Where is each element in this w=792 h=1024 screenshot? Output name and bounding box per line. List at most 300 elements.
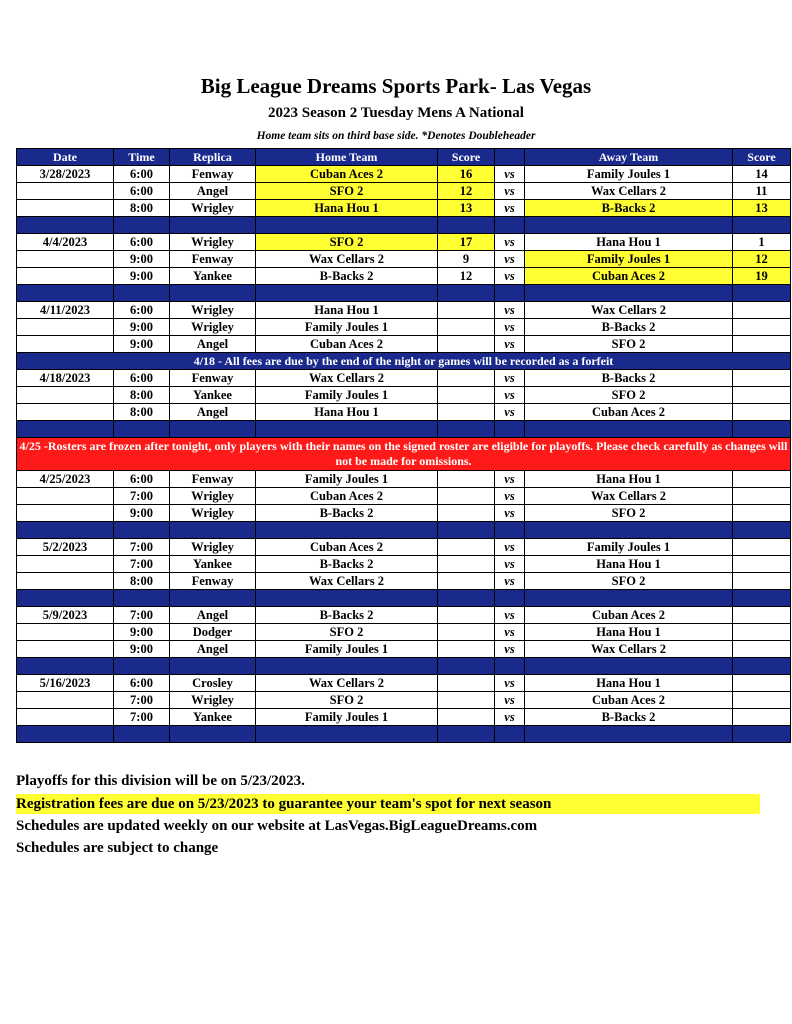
game-row	[17, 234, 791, 251]
vs-cell: vs	[495, 319, 525, 336]
away-team-cell: Wax Cellars 2	[525, 641, 733, 658]
replica-cell: Wrigley	[170, 234, 256, 251]
home-team-cell: Hana Hou 1	[256, 200, 438, 217]
separator-cell	[114, 590, 170, 607]
separator-cell	[256, 421, 438, 438]
separator-cell	[495, 522, 525, 539]
vs-cell: vs	[495, 404, 525, 421]
time-cell: 9:00	[114, 251, 170, 268]
vs-cell: vs	[495, 387, 525, 404]
separator-cell	[525, 522, 733, 539]
vs-cell: vs	[495, 539, 525, 556]
replica-cell: Fenway	[170, 166, 256, 183]
col-time-header: Time	[114, 149, 170, 166]
game-row	[17, 573, 791, 590]
separator-cell	[114, 217, 170, 234]
date-cell	[17, 556, 114, 573]
away-score-cell: 1	[733, 234, 791, 251]
registration-notice: Registration fees are due on 5/23/2023 to guarantee your team's spot for next season	[16, 794, 760, 814]
replica-cell: Fenway	[170, 370, 256, 387]
game-row	[17, 319, 791, 336]
home-score-cell	[438, 404, 495, 421]
time-cell: 9:00	[114, 336, 170, 353]
separator-cell	[114, 658, 170, 675]
home-team-cell: Family Joules 1	[256, 709, 438, 726]
time-cell: 8:00	[114, 404, 170, 421]
roster-freeze-notice-row	[17, 438, 791, 471]
date-cell: 5/2/2023	[17, 539, 114, 556]
vs-cell: vs	[495, 268, 525, 285]
date-cell: 3/28/2023	[17, 166, 114, 183]
separator-cell	[170, 421, 256, 438]
game-row	[17, 556, 791, 573]
home-team-cell: SFO 2	[256, 234, 438, 251]
home-score-cell	[438, 370, 495, 387]
home-score-cell	[438, 488, 495, 505]
separator-cell	[170, 726, 256, 743]
time-cell: 8:00	[114, 200, 170, 217]
separator-cell	[17, 726, 114, 743]
separator-cell	[733, 421, 791, 438]
home-team-cell: Family Joules 1	[256, 387, 438, 404]
schedule-note: Home team sits on third base side. *Denotes Doubleheader	[256, 130, 536, 142]
game-row	[17, 336, 791, 353]
separator-cell	[256, 726, 438, 743]
separator-cell	[733, 726, 791, 743]
separator-cell	[525, 590, 733, 607]
home-team-cell: SFO 2	[256, 692, 438, 709]
replica-cell: Yankee	[170, 387, 256, 404]
away-score-cell	[733, 607, 791, 624]
time-cell: 6:00	[114, 675, 170, 692]
home-team-cell: Family Joules 1	[256, 471, 438, 488]
vs-cell: vs	[495, 607, 525, 624]
home-team-cell: Cuban Aces 2	[256, 539, 438, 556]
separator-cell	[170, 285, 256, 302]
replica-cell: Dodger	[170, 624, 256, 641]
home-team-cell: B-Backs 2	[256, 268, 438, 285]
away-team-cell: Cuban Aces 2	[525, 607, 733, 624]
home-score-cell: 13	[438, 200, 495, 217]
separator-cell	[170, 658, 256, 675]
away-score-cell	[733, 336, 791, 353]
away-team-cell: Family Joules 1	[525, 251, 733, 268]
separator-cell	[114, 522, 170, 539]
vs-cell: vs	[495, 200, 525, 217]
date-cell	[17, 692, 114, 709]
separator-cell	[495, 590, 525, 607]
separator-cell	[495, 726, 525, 743]
vs-cell: vs	[495, 505, 525, 522]
separator-cell	[170, 217, 256, 234]
separator-cell	[525, 421, 733, 438]
separator-cell	[17, 658, 114, 675]
col-date-header: Date	[17, 149, 114, 166]
away-score-cell: 11	[733, 183, 791, 200]
away-team-cell: Family Joules 1	[525, 539, 733, 556]
separator-row	[17, 522, 791, 539]
separator-row	[17, 421, 791, 438]
game-row	[17, 624, 791, 641]
home-team-cell: Hana Hou 1	[256, 404, 438, 421]
subject-to-change-notice: Schedules are subject to change	[16, 840, 219, 856]
header-row	[17, 149, 791, 166]
home-team-cell: B-Backs 2	[256, 607, 438, 624]
page-title: Big League Dreams Sports Park- Las Vegas	[200, 74, 592, 98]
home-score-cell	[438, 624, 495, 641]
time-cell: 9:00	[114, 505, 170, 522]
replica-cell: Angel	[170, 607, 256, 624]
separator-cell	[733, 590, 791, 607]
date-cell	[17, 709, 114, 726]
away-score-cell: 19	[733, 268, 791, 285]
away-score-cell	[733, 302, 791, 319]
away-team-cell: B-Backs 2	[525, 200, 733, 217]
date-cell	[17, 624, 114, 641]
date-cell	[17, 336, 114, 353]
game-row	[17, 692, 791, 709]
playoffs-notice: Playoffs for this division will be on 5/23/2023.	[16, 773, 305, 789]
time-cell: 7:00	[114, 607, 170, 624]
game-row	[17, 302, 791, 319]
separator-row	[17, 658, 791, 675]
col-away-score-header: Score	[733, 149, 791, 166]
replica-cell: Yankee	[170, 709, 256, 726]
date-cell: 4/18/2023	[17, 370, 114, 387]
col-home-score-header: Score	[438, 149, 495, 166]
separator-cell	[170, 522, 256, 539]
home-team-cell: Wax Cellars 2	[256, 370, 438, 387]
replica-cell: Angel	[170, 404, 256, 421]
separator-cell	[114, 726, 170, 743]
replica-cell: Yankee	[170, 268, 256, 285]
replica-cell: Wrigley	[170, 488, 256, 505]
col-away-team-header: Away Team	[525, 149, 733, 166]
away-score-cell: 13	[733, 200, 791, 217]
time-cell: 6:00	[114, 471, 170, 488]
notice-text: 4/18 - All fees are due by the end of the night or games will be recorded as a forfeit	[17, 353, 791, 370]
home-score-cell	[438, 302, 495, 319]
game-row	[17, 251, 791, 268]
home-score-cell	[438, 692, 495, 709]
separator-cell	[495, 421, 525, 438]
separator-cell	[495, 285, 525, 302]
game-row	[17, 166, 791, 183]
separator-cell	[256, 658, 438, 675]
time-cell: 7:00	[114, 539, 170, 556]
home-score-cell	[438, 607, 495, 624]
time-cell: 6:00	[114, 183, 170, 200]
away-team-cell: Cuban Aces 2	[525, 404, 733, 421]
replica-cell: Angel	[170, 183, 256, 200]
separator-cell	[17, 421, 114, 438]
away-score-cell	[733, 556, 791, 573]
separator-row	[17, 217, 791, 234]
replica-cell: Crosley	[170, 675, 256, 692]
away-team-cell: B-Backs 2	[525, 319, 733, 336]
replica-cell: Fenway	[170, 471, 256, 488]
separator-row	[17, 285, 791, 302]
schedule-body	[17, 166, 791, 743]
separator-cell	[17, 285, 114, 302]
home-score-cell	[438, 471, 495, 488]
home-team-cell: B-Backs 2	[256, 556, 438, 573]
home-score-cell	[438, 675, 495, 692]
time-cell: 8:00	[114, 387, 170, 404]
home-score-cell: 12	[438, 183, 495, 200]
separator-cell	[495, 658, 525, 675]
separator-cell	[17, 217, 114, 234]
date-cell: 5/16/2023	[17, 675, 114, 692]
separator-cell	[525, 658, 733, 675]
away-score-cell: 12	[733, 251, 791, 268]
separator-cell	[114, 421, 170, 438]
replica-cell: Wrigley	[170, 302, 256, 319]
game-row	[17, 709, 791, 726]
website-notice: Schedules are updated weekly on our website at LasVegas.BigLeagueDreams.com	[16, 818, 538, 834]
game-row	[17, 404, 791, 421]
home-score-cell: 16	[438, 166, 495, 183]
vs-cell: vs	[495, 166, 525, 183]
home-team-cell: SFO 2	[256, 183, 438, 200]
away-score-cell	[733, 692, 791, 709]
home-score-cell	[438, 709, 495, 726]
time-cell: 7:00	[114, 709, 170, 726]
separator-cell	[525, 726, 733, 743]
vs-cell: vs	[495, 370, 525, 387]
time-cell: 6:00	[114, 302, 170, 319]
separator-cell	[438, 421, 495, 438]
separator-cell	[438, 217, 495, 234]
date-cell: 4/4/2023	[17, 234, 114, 251]
home-score-cell	[438, 573, 495, 590]
home-team-cell: Cuban Aces 2	[256, 166, 438, 183]
vs-cell: vs	[495, 251, 525, 268]
date-cell	[17, 183, 114, 200]
time-cell: 6:00	[114, 166, 170, 183]
date-cell	[17, 505, 114, 522]
separator-cell	[495, 217, 525, 234]
separator-cell	[438, 522, 495, 539]
home-team-cell: SFO 2	[256, 624, 438, 641]
time-cell: 9:00	[114, 319, 170, 336]
replica-cell: Wrigley	[170, 692, 256, 709]
away-team-cell: B-Backs 2	[525, 370, 733, 387]
separator-cell	[17, 522, 114, 539]
game-row	[17, 183, 791, 200]
separator-cell	[733, 522, 791, 539]
col-home-team-header: Home Team	[256, 149, 438, 166]
replica-cell: Fenway	[170, 251, 256, 268]
away-score-cell	[733, 387, 791, 404]
notice-text: 4/25 -Rosters are frozen after tonight, only players with their names on the signed roster are eligible for playoffs. Please check carefully as changes will not be made for omissions.	[17, 438, 791, 471]
away-score-cell	[733, 539, 791, 556]
away-team-cell: Wax Cellars 2	[525, 302, 733, 319]
game-row	[17, 641, 791, 658]
separator-cell	[438, 726, 495, 743]
home-team-cell: Cuban Aces 2	[256, 336, 438, 353]
away-score-cell	[733, 319, 791, 336]
away-score-cell	[733, 641, 791, 658]
away-team-cell: Hana Hou 1	[525, 556, 733, 573]
home-score-cell	[438, 336, 495, 353]
time-cell: 7:00	[114, 556, 170, 573]
separator-cell	[438, 590, 495, 607]
vs-cell: vs	[495, 641, 525, 658]
away-score-cell	[733, 404, 791, 421]
time-cell: 7:00	[114, 488, 170, 505]
away-score-cell	[733, 370, 791, 387]
away-team-cell: B-Backs 2	[525, 709, 733, 726]
separator-cell	[438, 285, 495, 302]
game-row	[17, 471, 791, 488]
home-team-cell: Family Joules 1	[256, 641, 438, 658]
time-cell: 6:00	[114, 234, 170, 251]
separator-cell	[438, 658, 495, 675]
home-team-cell: Hana Hou 1	[256, 302, 438, 319]
separator-cell	[114, 285, 170, 302]
separator-cell	[733, 285, 791, 302]
game-row	[17, 268, 791, 285]
home-score-cell: 17	[438, 234, 495, 251]
game-row	[17, 505, 791, 522]
separator-row	[17, 590, 791, 607]
away-score-cell	[733, 675, 791, 692]
away-team-cell: Hana Hou 1	[525, 624, 733, 641]
date-cell	[17, 319, 114, 336]
col-vs-header	[495, 149, 525, 166]
date-cell	[17, 387, 114, 404]
away-score-cell	[733, 471, 791, 488]
game-row	[17, 200, 791, 217]
away-score-cell	[733, 709, 791, 726]
game-row	[17, 488, 791, 505]
home-score-cell: 9	[438, 251, 495, 268]
home-score-cell: 12	[438, 268, 495, 285]
home-team-cell: Wax Cellars 2	[256, 251, 438, 268]
date-cell: 4/11/2023	[17, 302, 114, 319]
date-cell: 5/9/2023	[17, 607, 114, 624]
time-cell: 9:00	[114, 624, 170, 641]
away-team-cell: Wax Cellars 2	[525, 488, 733, 505]
replica-cell: Wrigley	[170, 539, 256, 556]
schedule-table	[16, 148, 791, 743]
separator-cell	[256, 522, 438, 539]
date-cell	[17, 641, 114, 658]
separator-cell	[256, 285, 438, 302]
vs-cell: vs	[495, 709, 525, 726]
home-score-cell	[438, 387, 495, 404]
date-cell	[17, 251, 114, 268]
separator-cell	[733, 658, 791, 675]
home-score-cell	[438, 556, 495, 573]
replica-cell: Yankee	[170, 556, 256, 573]
replica-cell: Angel	[170, 641, 256, 658]
separator-cell	[17, 590, 114, 607]
replica-cell: Wrigley	[170, 319, 256, 336]
home-team-cell: Wax Cellars 2	[256, 573, 438, 590]
game-row	[17, 607, 791, 624]
separator-row	[17, 726, 791, 743]
away-team-cell: Wax Cellars 2	[525, 183, 733, 200]
vs-cell: vs	[495, 675, 525, 692]
replica-cell: Wrigley	[170, 505, 256, 522]
separator-cell	[256, 217, 438, 234]
vs-cell: vs	[495, 183, 525, 200]
away-team-cell: Hana Hou 1	[525, 234, 733, 251]
home-team-cell: Cuban Aces 2	[256, 488, 438, 505]
away-team-cell: Hana Hou 1	[525, 471, 733, 488]
away-team-cell: SFO 2	[525, 336, 733, 353]
away-team-cell: Cuban Aces 2	[525, 692, 733, 709]
game-row	[17, 370, 791, 387]
date-cell	[17, 573, 114, 590]
home-team-cell: Wax Cellars 2	[256, 675, 438, 692]
date-cell	[17, 200, 114, 217]
vs-cell: vs	[495, 573, 525, 590]
game-row	[17, 539, 791, 556]
fees-notice-row	[17, 353, 791, 370]
away-team-cell: Hana Hou 1	[525, 675, 733, 692]
away-team-cell: Family Joules 1	[525, 166, 733, 183]
col-replica-header: Replica	[170, 149, 256, 166]
time-cell: 6:00	[114, 370, 170, 387]
date-cell: 4/25/2023	[17, 471, 114, 488]
vs-cell: vs	[495, 624, 525, 641]
game-row	[17, 675, 791, 692]
vs-cell: vs	[495, 488, 525, 505]
away-score-cell	[733, 488, 791, 505]
vs-cell: vs	[495, 556, 525, 573]
separator-cell	[525, 217, 733, 234]
home-score-cell	[438, 505, 495, 522]
replica-cell: Angel	[170, 336, 256, 353]
home-team-cell: B-Backs 2	[256, 505, 438, 522]
date-cell	[17, 268, 114, 285]
away-team-cell: SFO 2	[525, 505, 733, 522]
separator-cell	[170, 590, 256, 607]
separator-cell	[525, 285, 733, 302]
away-team-cell: SFO 2	[525, 573, 733, 590]
time-cell: 9:00	[114, 641, 170, 658]
vs-cell: vs	[495, 471, 525, 488]
away-team-cell: Cuban Aces 2	[525, 268, 733, 285]
page-subtitle: 2023 Season 2 Tuesday Mens A National	[268, 105, 524, 121]
replica-cell: Wrigley	[170, 200, 256, 217]
home-score-cell	[438, 319, 495, 336]
date-cell	[17, 404, 114, 421]
replica-cell: Fenway	[170, 573, 256, 590]
away-score-cell	[733, 573, 791, 590]
away-team-cell: SFO 2	[525, 387, 733, 404]
home-score-cell	[438, 539, 495, 556]
vs-cell: vs	[495, 234, 525, 251]
away-score-cell	[733, 505, 791, 522]
away-score-cell	[733, 624, 791, 641]
game-row	[17, 387, 791, 404]
home-team-cell: Family Joules 1	[256, 319, 438, 336]
vs-cell: vs	[495, 336, 525, 353]
time-cell: 7:00	[114, 692, 170, 709]
date-cell	[17, 488, 114, 505]
away-score-cell: 14	[733, 166, 791, 183]
separator-cell	[256, 590, 438, 607]
vs-cell: vs	[495, 692, 525, 709]
home-score-cell	[438, 641, 495, 658]
time-cell: 8:00	[114, 573, 170, 590]
separator-cell	[733, 217, 791, 234]
vs-cell: vs	[495, 302, 525, 319]
